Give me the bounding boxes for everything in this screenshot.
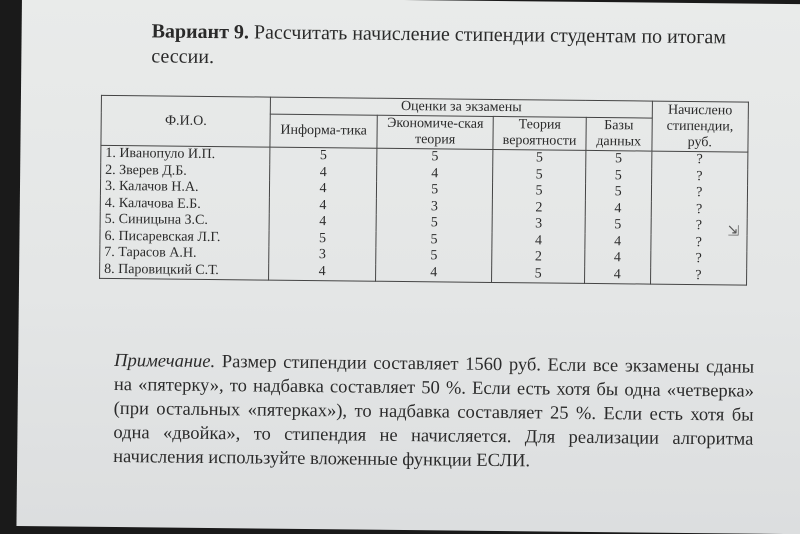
header-exam-grades: Оценки за экзамены <box>271 97 652 118</box>
header-subject-2: Экономиче-ская теория <box>377 115 494 149</box>
grade-cell: 5 <box>376 215 493 233</box>
grade-cell: 5 <box>585 167 651 184</box>
grade-cell: 4 <box>376 165 493 183</box>
grade-cell: 4 <box>585 200 651 217</box>
document-page <box>16 0 800 534</box>
grade-cell: 2 <box>492 249 584 266</box>
grade-cell: 5 <box>376 231 493 249</box>
header-subject-4: Базы данных <box>586 117 652 151</box>
grade-cell: 5 <box>585 150 651 168</box>
scholarship-cell: ? <box>651 185 748 203</box>
table-body <box>100 145 748 285</box>
assignment-heading <box>151 19 761 75</box>
student-name: 4. Калачова Е.Б. <box>100 195 270 213</box>
scholarship-cell: ? <box>650 267 747 285</box>
grade-cell: 4 <box>375 264 492 282</box>
scholarship-cell: ? <box>650 234 747 252</box>
student-name: 6. Писаревская Л.Г. <box>100 228 270 246</box>
scholarship-cell: ? <box>650 251 747 269</box>
scholarship-cell: ? <box>651 218 748 236</box>
variant-label: Вариант 9. <box>151 20 250 44</box>
header-subject-3: Теория вероятности <box>493 116 586 150</box>
grade-cell: 5 <box>493 149 585 167</box>
note-paragraph <box>113 349 754 476</box>
note-label: Примечание. <box>114 350 216 373</box>
grades-table <box>99 95 749 286</box>
grade-cell: 4 <box>584 266 650 284</box>
grade-cell: 4 <box>584 250 650 267</box>
grade-cell: 4 <box>269 214 376 232</box>
student-name: 1. Иванопуло И.П. <box>101 145 271 164</box>
header-scholarship: Начислено стипендии, руб. <box>652 101 749 152</box>
header-subject-1: Информа-тика <box>270 114 377 148</box>
grade-cell: 5 <box>269 230 376 248</box>
grade-cell: 4 <box>492 232 584 249</box>
grade-cell: 5 <box>585 217 651 234</box>
grade-cell: 3 <box>376 198 493 216</box>
grade-cell: 4 <box>270 197 377 215</box>
grade-cell: 5 <box>377 148 494 166</box>
grade-cell: 2 <box>493 199 585 216</box>
grade-cell: 5 <box>585 184 651 201</box>
grade-cell: 5 <box>493 183 585 200</box>
grade-cell: 3 <box>269 247 376 265</box>
grade-cell: 4 <box>585 233 651 250</box>
scholarship-cell: ? <box>651 201 748 219</box>
grade-cell: 5 <box>492 265 584 283</box>
student-name: 5. Синицына З.С. <box>100 212 270 230</box>
grade-cell: 5 <box>376 182 493 200</box>
scholarship-cell: ? <box>651 168 748 186</box>
student-name: 3. Калачов Н.А. <box>100 179 270 197</box>
grade-cell: 5 <box>270 147 377 165</box>
grade-cell: 3 <box>492 216 584 233</box>
assignment-text: Рассчитать начисление стипендии студентам по итогам сессии. <box>151 21 727 69</box>
student-name: 7. Тарасов А.Н. <box>100 245 270 263</box>
student-name: 8. Паровицкий С.Т. <box>100 261 270 280</box>
note-text: Размер стипендии составляет 1560 руб. Если все экзамены сданы на «пятерку», то надбавка составляет 50 %. Если есть хотя бы одна «четверка» (при остальных «пятерках»), то надбавка составляет 25 %. Если есть хотя бы одна «двойка», то стипендия не начисляется. Для реализации алгоритма начисления используйте вложенные функции ЕСЛИ. <box>113 352 755 472</box>
header-name: Ф.И.О. <box>101 95 271 147</box>
grade-cell: 4 <box>270 164 377 182</box>
grade-cell: 4 <box>269 263 376 281</box>
mouse-cursor-icon: ⇲ <box>727 223 740 240</box>
student-name: 2. Зверев Д.Б. <box>101 162 271 180</box>
grade-cell: 5 <box>493 166 585 183</box>
grade-cell: 5 <box>376 248 493 266</box>
scholarship-cell: ? <box>651 151 748 169</box>
grade-cell: 4 <box>270 181 377 199</box>
